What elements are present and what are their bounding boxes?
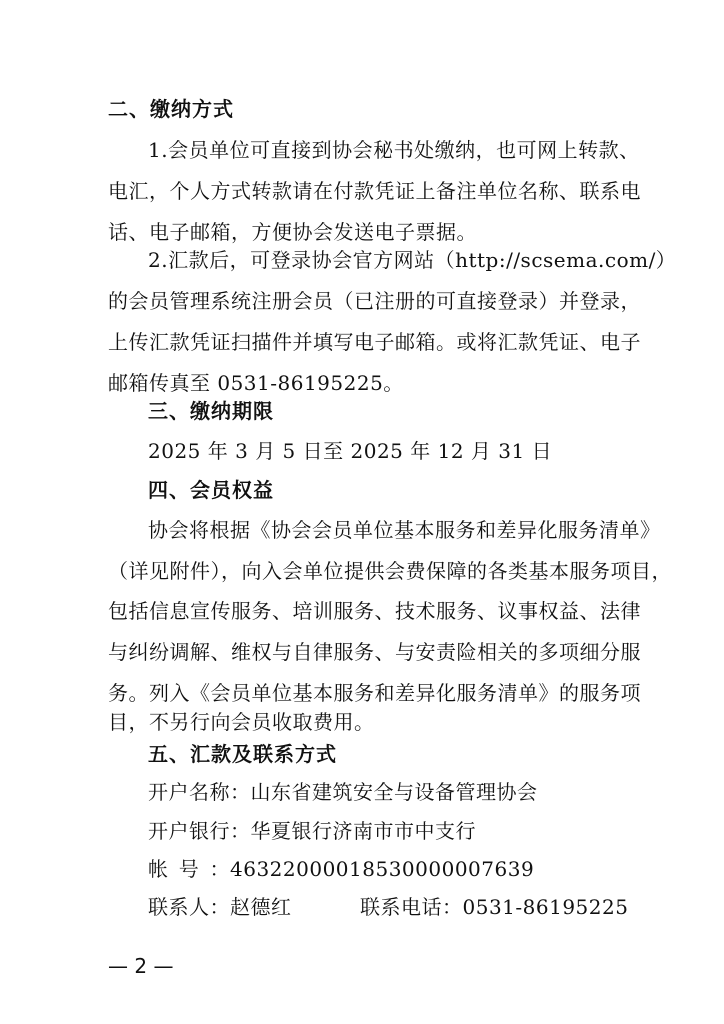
- page-number: — 2 —: [108, 954, 174, 978]
- paragraph-line: 电汇，个人方式转款请在付款凭证上备注单位名称、联系电: [108, 179, 641, 203]
- contact-person-label: 联系人：: [148, 895, 230, 919]
- section-heading-member-benefits: 四、会员权益: [148, 478, 274, 502]
- contact-person-value: 赵德红: [230, 895, 292, 919]
- account-number-value: 46322000018530000007639: [230, 857, 535, 881]
- contact-phone-value: 0531-86195225: [462, 895, 629, 919]
- account-number-row: [148, 856, 534, 882]
- bank-value: 华夏银行济南市市中支行: [250, 819, 476, 843]
- paragraph-line: 的会员管理系统注册会员（已注册的可直接登录）并登录，: [108, 289, 641, 313]
- contact-phone-label: 联系电话：: [360, 895, 463, 919]
- account-name-label: 开户名称：: [148, 780, 251, 804]
- paragraph-line: 包括信息宣传服务、培训服务、技术服务、议事权益、法律: [108, 599, 641, 623]
- bank-row: [148, 818, 476, 844]
- paragraph-line: 协会将根据《协会会员单位基本服务和差异化服务清单》: [148, 518, 661, 542]
- section-heading-payment-deadline: 三、缴纳期限: [148, 399, 274, 423]
- account-name-value: 山东省建筑安全与设备管理协会: [250, 780, 538, 804]
- paragraph-line: 务。列入《会员单位基本服务和差异化服务清单》的服务项: [108, 681, 641, 705]
- paragraph-line: 与纠纷调解、维权与自律服务、与安责险相关的多项细分服: [108, 640, 641, 664]
- paragraph-line: 邮箱传真至 0531-86195225。: [108, 371, 404, 395]
- contact-row: [148, 894, 628, 920]
- deadline-text: 2025 年 3 月 5 日至 2025 年 12 月 31 日: [148, 439, 553, 463]
- bank-label: 开户银行：: [148, 819, 251, 843]
- paragraph-line: 上传汇款凭证扫描件并填写电子邮箱。或将汇款凭证、电子: [108, 330, 641, 354]
- account-number-label: 帐号：: [148, 857, 230, 881]
- section-heading-remittance-contact: 五、汇款及联系方式: [148, 742, 337, 766]
- account-name-row: [148, 779, 538, 805]
- section-heading-payment-method: 二、缴纳方式: [108, 97, 234, 121]
- paragraph-line: 1.会员单位可直接到协会秘书处缴纳，也可网上转款、: [148, 138, 640, 162]
- paragraph-line: 话、电子邮箱，方便协会发送电子票据。: [108, 220, 477, 244]
- paragraph-line: 目，不另行向会员收取费用。: [108, 710, 375, 734]
- paragraph-line: （详见附件），向入会单位提供会费保障的各类基本服务项目，: [108, 559, 672, 583]
- paragraph-line: 2.汇款后，可登录协会官方网站（http://scsema.com/）: [148, 248, 677, 272]
